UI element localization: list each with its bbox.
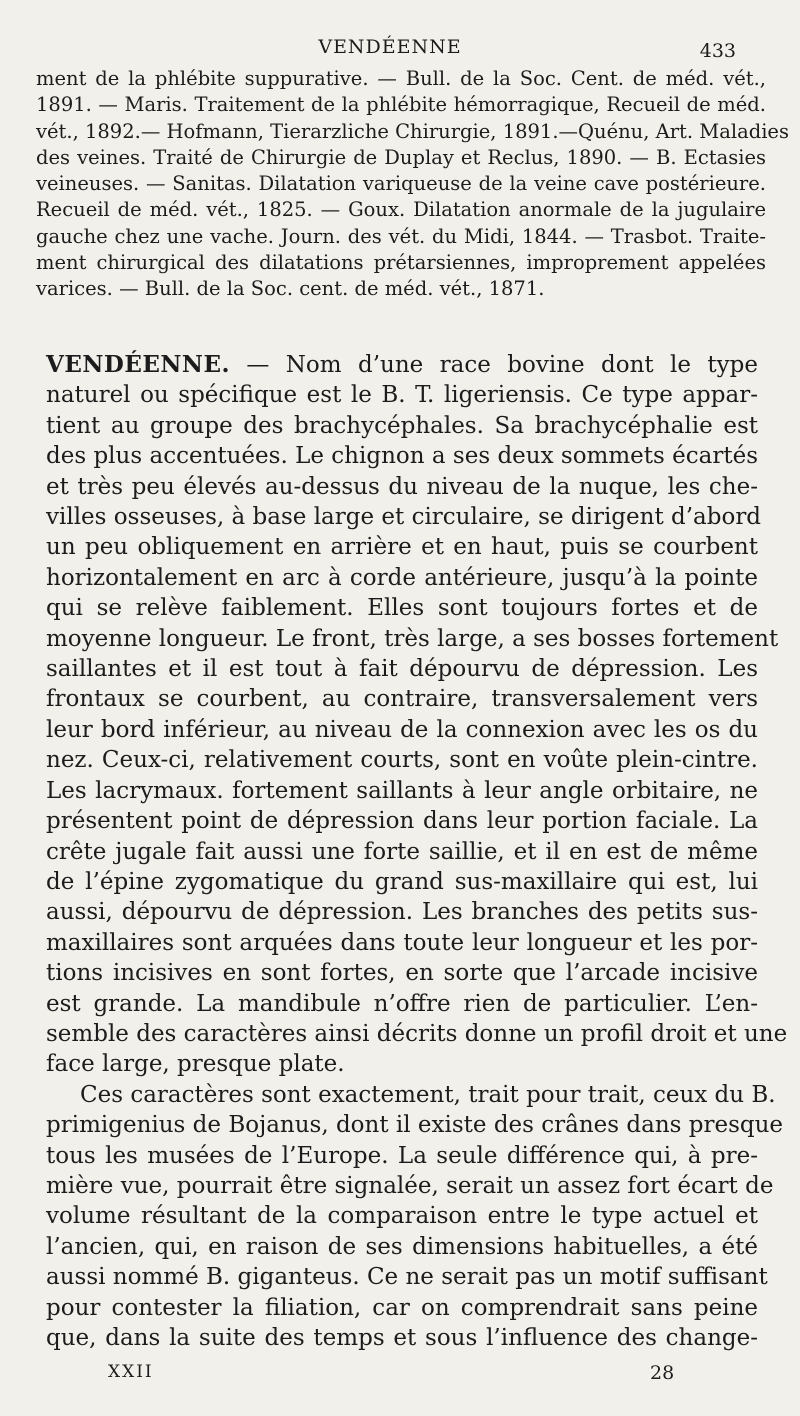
bibliography-line: 1891. — Maris. Traitement de la phlébite hémorragique, Recueil de méd. — [36, 93, 766, 117]
article-line: volume résultant de la comparaison entre le type actuel et — [46, 1203, 758, 1230]
bibliography-line: Recueil de méd. vét., 1825. — Goux. Dilatation anormale de la jugulaire — [36, 198, 766, 222]
article-line: qui se relève faiblement. Elles sont toujours fortes et de — [46, 595, 758, 622]
article-line: de l’épine zygomatique du grand sus-maxillaire qui est, lui — [46, 868, 758, 895]
article-line: frontaux se courbent, au contraire, transversalement vers — [46, 686, 758, 713]
article-paragraph-2 — [46, 1080, 784, 1354]
article-line: un peu obliquement en arrière et en haut, puis se courbent — [46, 534, 758, 561]
page-number: 433 — [699, 40, 736, 62]
article-headword: VENDÉENNE. — [46, 351, 230, 378]
article-line-text: — Nom d’une race bovine dont le type — [230, 352, 758, 378]
article-paragraph-1 — [46, 350, 788, 1080]
article-line: tions incisives en sont fortes, en sorte que l’arcade incisive — [46, 960, 758, 987]
page-footer — [0, 1362, 800, 1392]
article-line: et très peu élevés au-dessus du niveau de la nuque, les che- — [46, 473, 758, 500]
article-line: naturel ou spécifique est le B. T. ligeriensis. Ce type appar- — [46, 382, 758, 409]
article-line: semble des caractères ainsi décrits donne un profil droit et une — [46, 1020, 788, 1047]
article-line: maxillaires sont arquées dans toute leur longueur et les por- — [46, 929, 758, 956]
page-header — [0, 36, 800, 66]
article-line: Ces caractères sont exactement, trait pour trait, ceux du B. — [80, 1081, 776, 1108]
signature-mark: XXII — [108, 1362, 154, 1382]
article-line: pour contester la filiation, car on comprendrait sans peine — [46, 1294, 758, 1321]
bibliography-line: ment chirurgical des dilatations prétarsiennes, improprement appelées — [36, 251, 766, 275]
bibliography-line: veineuses. — Sanitas. Dilatation variqueuse de la veine cave postérieure. — [36, 172, 766, 196]
article-line: aussi nommé B. giganteus. Ce ne serait pas un motif suffisant — [46, 1264, 768, 1291]
bibliography-block — [36, 66, 789, 303]
bibliography-line: des veines. Traité de Chirurgie de Duplay et Reclus, 1890. — B. Ectasies — [36, 145, 766, 169]
bibliography-line: gauche chez une vache. Journ. des vét. du Midi, 1844. — Trasbot. Traite- — [36, 224, 766, 248]
article-line: crête jugale fait aussi une forte saillie, et il en est de même — [46, 838, 758, 865]
article-vendeenne — [46, 350, 788, 1353]
article-line: tient au groupe des brachycéphales. Sa brachycéphalie est — [46, 412, 758, 439]
sheet-number: 28 — [650, 1362, 675, 1384]
article-line: est grande. La mandibule n’offre rien de particulier. L’en- — [46, 990, 758, 1017]
article-line: l’ancien, qui, en raison de ses dimensions habituelles, a été — [46, 1233, 758, 1260]
article-line: mière vue, pourrait être signalée, serait un assez fort écart de — [46, 1172, 774, 1199]
article-line: tous les musées de l’Europe. La seule différence qui, à pre- — [46, 1142, 758, 1169]
article-line: leur bord inférieur, au niveau de la connexion avec les os du — [46, 716, 758, 743]
bibliography-line: varices. — Bull. de la Soc. cent. de méd. vét., 1871. — [36, 277, 545, 301]
running-title: VENDÉENNE — [318, 36, 462, 58]
bibliography-line: ment de la phlébite suppurative. — Bull. de la Soc. Cent. de méd. vét., — [36, 67, 766, 90]
article-line: nez. Ceux-ci, relativement courts, sont en voûte plein-cintre. — [46, 747, 758, 774]
article-line: des plus accentuées. Le chignon a ses deux sommets écartés — [46, 443, 758, 470]
article-line: aussi, dépourvu de dépression. Les branches des petits sus- — [46, 899, 758, 926]
bibliography-line: vét., 1892.— Hofmann, Tierarzliche Chirurgie, 1891.—Quénu, Art. Maladies — [36, 119, 789, 143]
article-line: moyenne longueur. Le front, très large, a ses bosses fortement — [46, 625, 779, 652]
article-line: saillantes et il est tout à fait dépourvu de dépression. Les — [46, 656, 758, 683]
article-line — [46, 350, 758, 380]
article-line: face large, presque plate. — [46, 1051, 345, 1078]
article-line: horizontalement en arc à corde antérieure, jusqu’à la pointe — [46, 564, 758, 591]
article-line: Les lacrymaux. fortement saillants à leur angle orbitaire, ne — [46, 777, 758, 804]
article-line: que, dans la suite des temps et sous l’influence des change- — [46, 1325, 758, 1351]
article-line: villes osseuses, à base large et circulaire, se dirigent d’abord — [46, 504, 762, 531]
article-line: présentent point de dépression dans leur portion faciale. La — [46, 808, 758, 835]
article-line: primigenius de Bojanus, dont il existe des crânes dans presque — [46, 1112, 784, 1139]
